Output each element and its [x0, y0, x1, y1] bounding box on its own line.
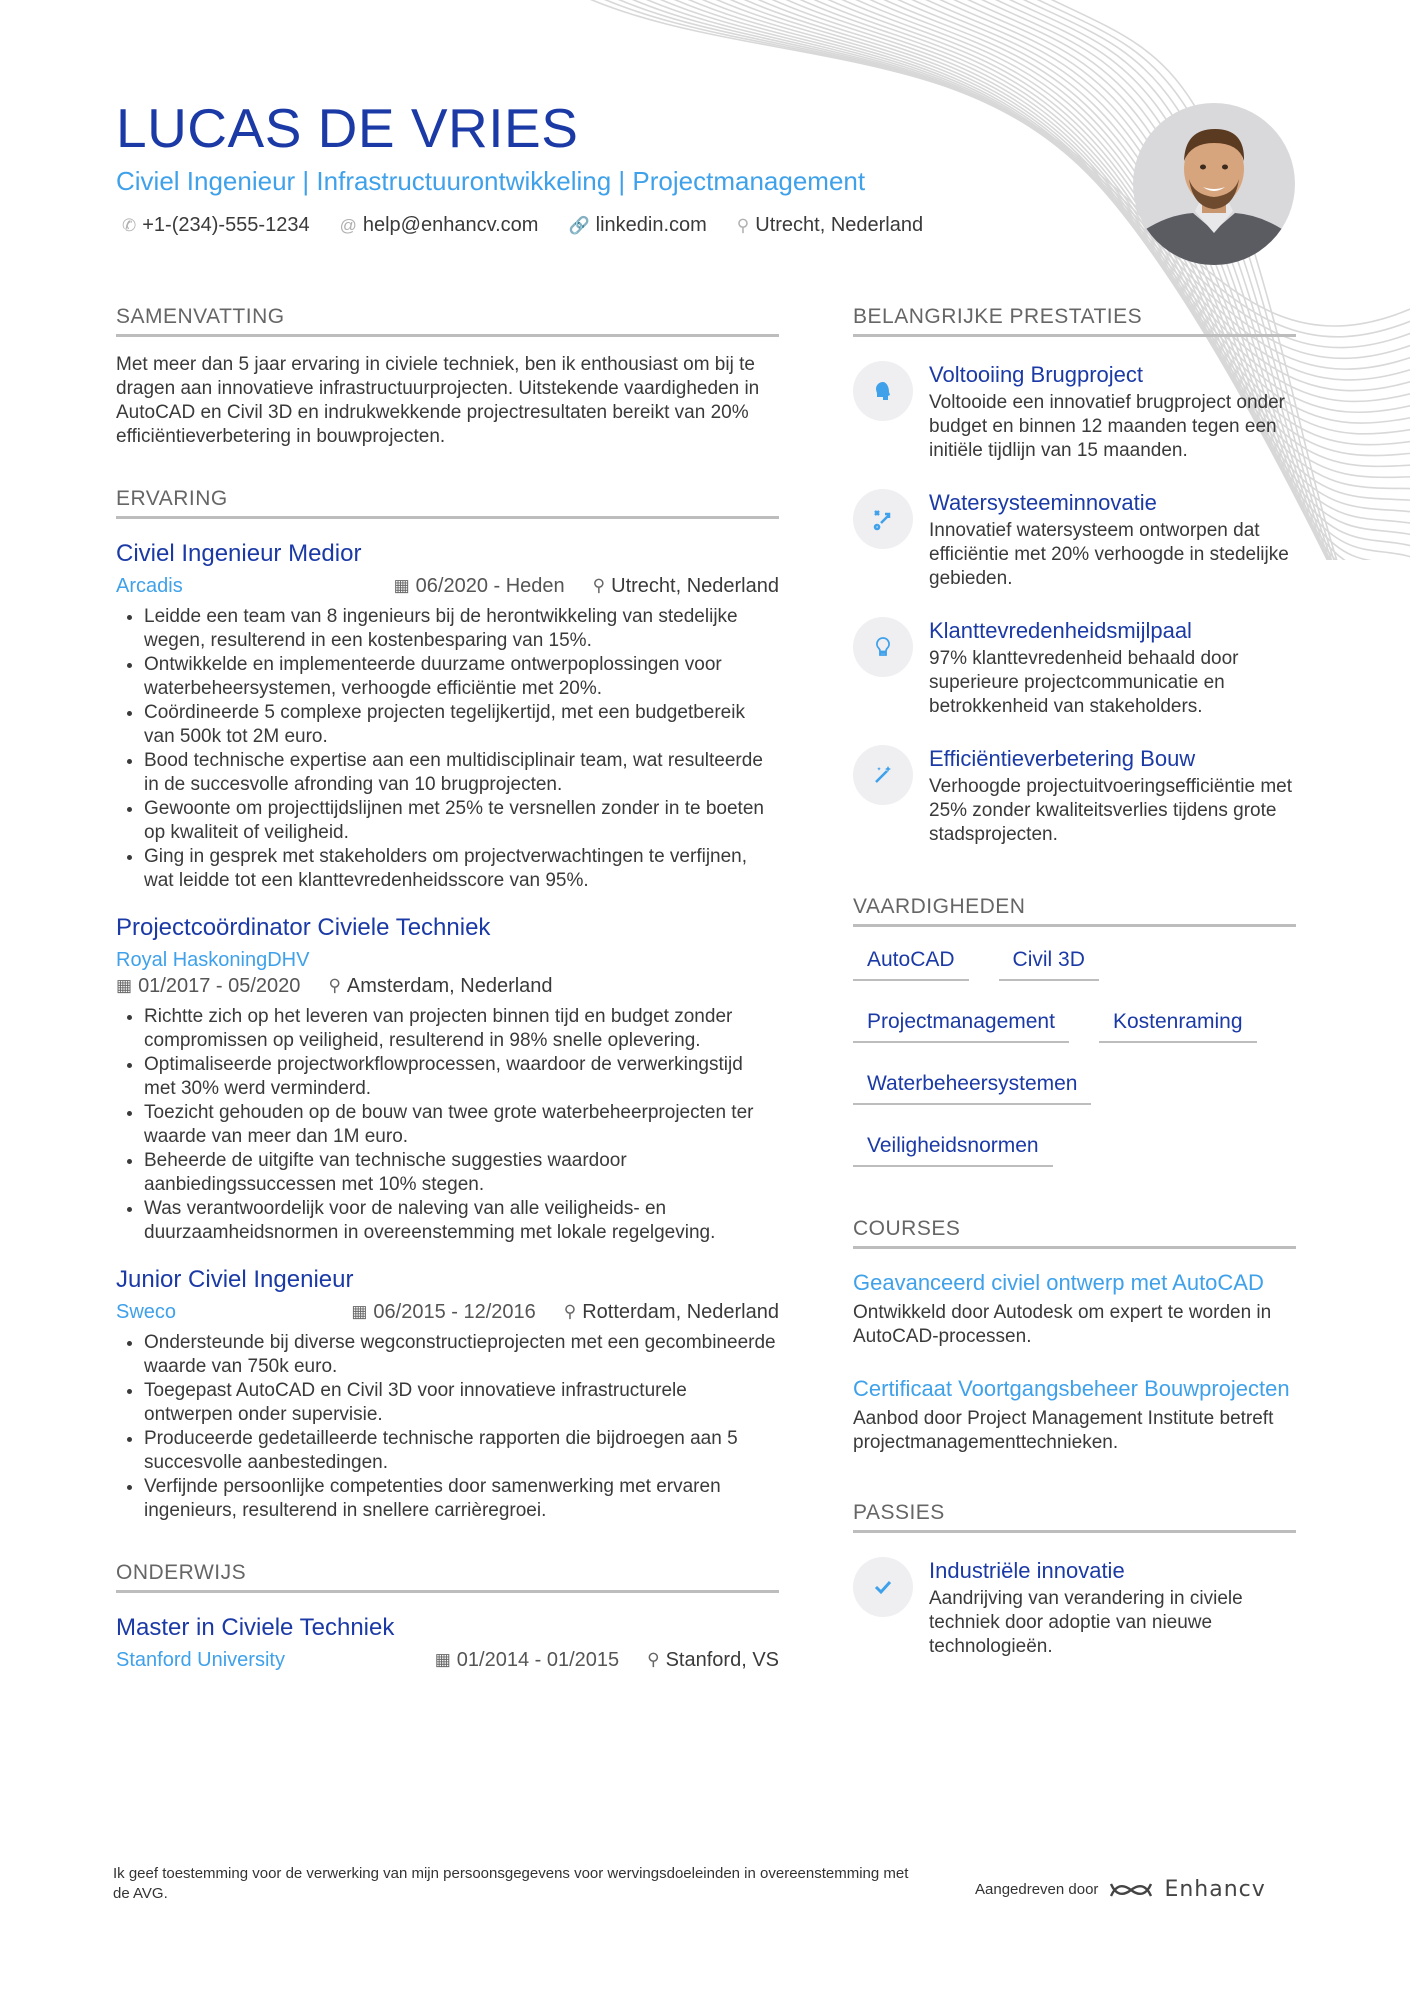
- brand-name: Enhancv: [1164, 1877, 1266, 1902]
- bullet-item: • Richtte zich op het leveren van projecten binnen tijd en budget zonder compromissen op veiligheid, resulterend in 98% snelle oplevering.: [144, 1005, 779, 1053]
- summary-heading: SAMENVATTING: [116, 305, 779, 337]
- achievement-desc: 97% klanttevredenheid behaald door superieure projectcommunicatie en betrokkenheid van stakeholders.: [929, 648, 1239, 717]
- course-desc: Aanbod door Project Management Institute betreft projectmanagementtechnieken.: [853, 1408, 1274, 1453]
- skill-tag: Civil 3D: [999, 947, 1099, 981]
- job-meta-second-line: [116, 973, 779, 999]
- education-location: [647, 1647, 779, 1673]
- job-meta: [116, 573, 779, 599]
- dates-text: 06/2015 - 12/2016: [373, 1301, 536, 1323]
- company-name: Arcadis: [116, 575, 183, 597]
- job-entry: [116, 1265, 779, 1523]
- skill-tag: Projectmanagement: [853, 1009, 1069, 1043]
- checkmark-icon: [853, 1557, 913, 1617]
- phone-icon: ✆: [122, 215, 137, 235]
- bullet-item: • Toezicht gehouden op de bouw van twee grote waterbeheerprojecten ter waarde van meer dan 1M euro.: [144, 1101, 779, 1149]
- location-text: Stanford, VS: [665, 1649, 779, 1671]
- passion-desc: Aandrijving van verandering in civiele techniek door adoptie van nieuwe technologieën.: [929, 1588, 1243, 1657]
- linkedin-text: linkedin.com: [595, 214, 707, 236]
- achievement-title: Voltooiing Brugproject: [929, 362, 1144, 387]
- achievement-item: [853, 617, 1296, 719]
- job-location: [328, 973, 552, 999]
- bullet-item: • Ondersteunde bij diverse wegconstructieprojecten met een gecombineerde waarde van 750k euro.: [144, 1331, 779, 1379]
- bullet-item: • Gewoonte om projecttijdslijnen met 25% te versnellen zonder in te boeten op kwaliteit of veiligheid.: [144, 797, 779, 845]
- job-meta: [116, 1299, 779, 1325]
- skill-tag: AutoCAD: [853, 947, 969, 981]
- passion-title: Industriële innovatie: [929, 1558, 1125, 1583]
- job-entry: [116, 539, 779, 893]
- email-text: help@enhancv.com: [362, 214, 539, 236]
- achievement-title: Klanttevredenheidsmijlpaal: [929, 618, 1192, 643]
- bullet-item: • Ontwikkelde en implementeerde duurzame ontwerpoplossingen voor waterbeheersystemen, verhoogde efficiëntie met 20%.: [144, 653, 779, 701]
- passions-heading: PASSIES: [853, 1501, 1296, 1533]
- job-bullets: [116, 1331, 779, 1523]
- powered-by-text: Aangedreven door: [975, 1881, 1099, 1898]
- bullet-item: • Bood technische expertise aan een multidisciplinair team, wat resulteerde in de succesvolle afronding van 10 brugprojecten.: [144, 749, 779, 797]
- dates-text: 01/2014 - 01/2015: [456, 1649, 620, 1671]
- achievement-title: Watersysteeminnovatie: [929, 490, 1157, 515]
- job-title: Civiel Ingenieur Medior: [116, 540, 362, 567]
- job-location: [564, 1299, 779, 1325]
- link-icon: 🔗: [568, 215, 590, 235]
- job-location: [593, 573, 779, 599]
- achievement-item: [853, 361, 1296, 463]
- job-title: Projectcoördinator Civiele Techniek: [116, 914, 491, 941]
- achievements-heading: BELANGRIJKE PRESTATIES: [853, 305, 1296, 337]
- passion-item: [853, 1557, 1296, 1659]
- contact-email[interactable]: [340, 214, 539, 237]
- location-text: Amsterdam, Nederland: [346, 975, 553, 997]
- job-title: Junior Civiel Ingenieur: [116, 1266, 354, 1293]
- location-pin-icon: ⚲: [647, 1650, 660, 1669]
- bullet-item: • Beheerde de uitgifte van technische suggesties waardoor aanbiedingssuccessen met 10% stegen.: [144, 1149, 779, 1197]
- skill-tag: Veiligheidsnormen: [853, 1133, 1053, 1167]
- location-pin-icon: ⚲: [328, 976, 341, 995]
- powered-by[interactable]: [975, 1877, 1266, 1902]
- skills-heading: VAARDIGHEDEN: [853, 895, 1296, 927]
- location-text: Utrecht, Nederland: [755, 214, 924, 236]
- company-name: Royal HaskoningDHV: [116, 949, 310, 971]
- course-desc: Ontwikkeld door Autodesk om expert te worden in AutoCAD-processen.: [853, 1302, 1272, 1347]
- bullet-item: • Was verantwoordelijk voor de naleving van alle veiligheids- en duurzaamheidsnormen in overeenstemming met lokale regelgeving.: [144, 1197, 779, 1245]
- bullet-item: • Toegepast AutoCAD en Civil 3D voor innovatieve infrastructurele ontwerpen onder supervisie.: [144, 1379, 779, 1427]
- achievement-desc: Verhoogde projectuitvoeringsefficiëntie met 25% zonder kwaliteitsverlies tijdens grote stadsprojecten.: [929, 776, 1292, 845]
- bullet-item: • Leidde een team van 8 ingenieurs bij de herontwikkeling van stedelijke wegen, resulterend in een kostenbesparing van 15%.: [144, 605, 779, 653]
- enhancv-logo-icon: [1108, 1878, 1154, 1902]
- at-icon: @: [339, 215, 357, 235]
- location-text: Rotterdam, Nederland: [582, 1301, 779, 1323]
- job-meta: [116, 947, 779, 973]
- courses-heading: COURSES: [853, 1217, 1296, 1249]
- candidate-headline: Civiel Ingenieur | Infrastructuurontwikkeling | Projectmanagement: [116, 166, 866, 196]
- skill-tag: Kostenraming: [1099, 1009, 1257, 1043]
- bullet-item: • Produceerde gedetailleerde technische rapporten die bijdroegen aan 5 succesvolle aanbestedingen.: [144, 1427, 779, 1475]
- location-text: Utrecht, Nederland: [611, 575, 779, 597]
- calendar-icon: ▦: [434, 1650, 451, 1669]
- job-entry: [116, 913, 779, 1245]
- course-title: Certificaat Voortgangsbeheer Bouwprojecten: [853, 1376, 1290, 1401]
- calendar-icon: ▦: [351, 1302, 368, 1321]
- contact-phone[interactable]: [122, 214, 310, 237]
- course-title: Geavanceerd civiel ontwerp met AutoCAD: [853, 1270, 1264, 1295]
- profile-photo: [1133, 103, 1295, 265]
- school-name: Stanford University: [116, 1649, 285, 1671]
- education-entry: [116, 1613, 779, 1673]
- course-item: [853, 1269, 1296, 1349]
- achievement-desc: Voltooide een innovatief brugproject onder budget en binnen 12 maanden tegen een initiële tijdlijn van 15 maanden.: [929, 392, 1285, 461]
- course-item: [853, 1375, 1296, 1455]
- company-name: Sweco: [116, 1301, 177, 1323]
- dates-text: 01/2017 - 05/2020: [138, 975, 301, 997]
- bullet-item: • Verfijnde persoonlijke competenties door samenwerking met ervaren ingenieurs, resulterend in snellere carrièregroei.: [144, 1475, 779, 1523]
- achievement-title: Efficiëntieverbetering Bouw: [929, 746, 1196, 771]
- achievement-desc: Innovatief watersysteem ontworpen dat efficiëntie met 20% verhoogde in stedelijke gebieden.: [929, 520, 1289, 589]
- lightbulb-head-icon: [853, 361, 913, 421]
- calendar-icon: ▦: [393, 576, 410, 595]
- location-pin-icon: ⚲: [736, 215, 750, 235]
- bullet-item: • Coördineerde 5 complexe projecten tegelijkertijd, met een budgetbereik van 500k tot 2M euro.: [144, 701, 779, 749]
- candidate-name: LUCAS DE VRIES: [116, 97, 579, 159]
- dates-text: 06/2020 - Heden: [415, 575, 565, 597]
- left-column: [116, 305, 779, 1673]
- job-bullets: [116, 1005, 779, 1245]
- summary-text: Met meer dan 5 jaar ervaring in civiele techniek, ben ik enthousiast om bij te dragen aan innovatieve infrastructuurprojecten. Uitstekende vaardigheden in AutoCAD en Civil 3D en indrukwekkende projectresultaten bereikt van 20% efficiëntieverbetering in bouwprojecten.: [116, 354, 760, 447]
- education-meta: [116, 1647, 779, 1673]
- bullet-item: • Ging in gesprek met stakeholders om projectverwachtingen te verfijnen, wat leidde tot een klanttevredenheidsscore van 95%.: [144, 845, 779, 893]
- skill-tag: Waterbeheersystemen: [853, 1071, 1091, 1105]
- skills-list: [853, 947, 1296, 1195]
- job-dates: [351, 1299, 535, 1325]
- calendar-icon: ▦: [116, 976, 133, 995]
- job-bullets: [116, 605, 779, 893]
- location-pin-icon: ⚲: [563, 1302, 577, 1321]
- phone-text: +1-(234)-555-1234: [142, 214, 310, 236]
- achievement-item: [853, 489, 1296, 591]
- location-pin-icon: ⚲: [592, 576, 606, 595]
- magic-wand-icon: [853, 745, 913, 805]
- contact-bar: [122, 214, 923, 237]
- lightbulb-icon: [853, 617, 913, 677]
- education-heading: ONDERWIJS: [116, 1561, 779, 1593]
- gdpr-consent: Ik geef toestemming voor de verwerking van mijn persoonsgegevens voor wervingsdoeleinden in overeenstemming met de AVG.: [113, 1865, 909, 1902]
- degree-title: Master in Civiele Techniek: [116, 1614, 395, 1641]
- education-dates: [435, 1647, 619, 1673]
- job-dates: [116, 973, 300, 999]
- experience-heading: ERVARING: [116, 487, 779, 519]
- contact-linkedin[interactable]: [568, 214, 706, 237]
- job-dates: [394, 573, 565, 599]
- achievement-item: [853, 745, 1296, 847]
- contact-location: [737, 214, 923, 237]
- strategy-icon: [853, 489, 913, 549]
- right-column: [853, 305, 1296, 1659]
- bullet-item: • Optimaliseerde projectworkflowprocessen, waardoor de verwerkingstijd met 30% werd verminderd.: [144, 1053, 779, 1101]
